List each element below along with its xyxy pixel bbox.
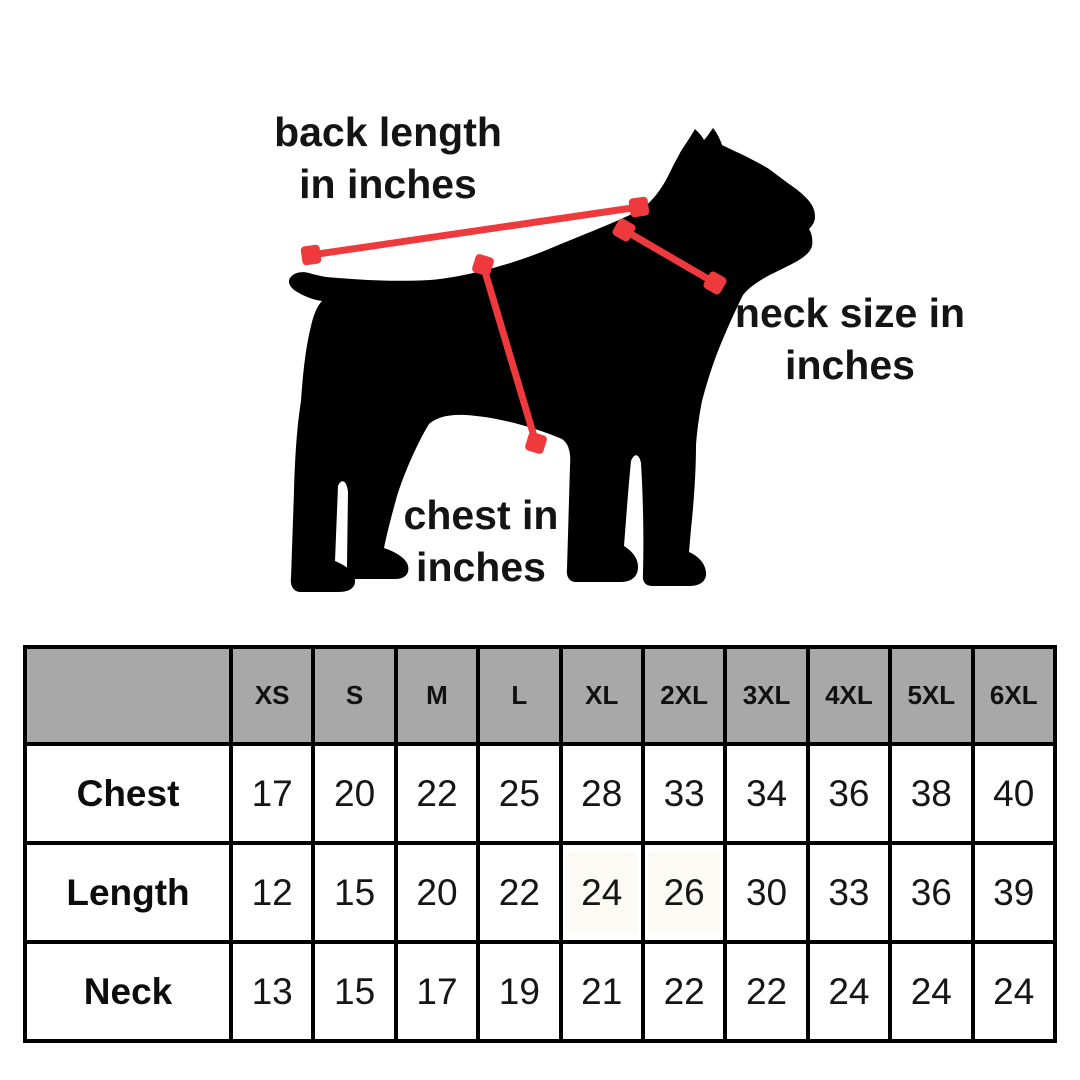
neck-size-label-line1: neck size in: [734, 290, 966, 336]
size-value-cell: 24: [973, 942, 1055, 1041]
size-value-cell: 39: [973, 843, 1055, 942]
size-value-cell: 20: [313, 744, 395, 843]
size-value-cell: 33: [808, 843, 890, 942]
size-value-cell: 17: [396, 942, 478, 1041]
size-value-cell: 22: [643, 942, 725, 1041]
size-value-cell: 26: [643, 843, 725, 942]
measurement-row-length: [25, 843, 1055, 942]
marker-chest-end: [524, 431, 548, 455]
size-value-cell: 28: [561, 744, 643, 843]
marker-back-start: [300, 244, 321, 265]
size-value-cell: 25: [478, 744, 560, 843]
size-column-header-M: M: [396, 647, 478, 744]
size-column-header-XS: XS: [231, 647, 313, 744]
back-length-label-line2: in inches: [299, 161, 477, 207]
size-column-header-2XL: 2XL: [643, 647, 725, 744]
row-label: Length: [25, 843, 231, 942]
measurement-row-chest: [25, 744, 1055, 843]
size-column-header-L: L: [478, 647, 560, 744]
size-value-cell: 20: [396, 843, 478, 942]
size-value-cell: 21: [561, 942, 643, 1041]
size-chart-header-row: [25, 647, 1055, 744]
size-value-cell: 24: [561, 843, 643, 942]
size-value-cell: 13: [231, 942, 313, 1041]
size-value-cell: 34: [725, 744, 807, 843]
size-value-cell: 36: [890, 843, 972, 942]
size-column-header-XL: XL: [561, 647, 643, 744]
size-value-cell: 22: [396, 744, 478, 843]
size-column-header-6XL: 6XL: [973, 647, 1055, 744]
row-label: Chest: [25, 744, 231, 843]
corner-cell: [25, 647, 231, 744]
neck-size-label-line2: inches: [785, 342, 915, 388]
size-value-cell: 22: [725, 942, 807, 1041]
size-value-cell: 17: [231, 744, 313, 843]
size-value-cell: 15: [313, 942, 395, 1041]
marker-back-end: [628, 196, 649, 217]
back-length-label: [218, 106, 558, 210]
chest-label: [346, 489, 616, 593]
chest-label-line1: chest in: [403, 492, 559, 538]
size-column-header-4XL: 4XL: [808, 647, 890, 744]
size-value-cell: 36: [808, 744, 890, 843]
size-value-cell: 30: [725, 843, 807, 942]
neck-size-label: [700, 287, 1000, 391]
size-chart-header: [25, 647, 1055, 744]
size-value-cell: 40: [973, 744, 1055, 843]
size-value-cell: 15: [313, 843, 395, 942]
back-length-label-line1: back length: [274, 109, 502, 155]
size-value-cell: 24: [808, 942, 890, 1041]
size-value-cell: 38: [890, 744, 972, 843]
size-value-cell: 24: [890, 942, 972, 1041]
size-column-header-3XL: 3XL: [725, 647, 807, 744]
size-value-cell: 19: [478, 942, 560, 1041]
size-column-header-S: S: [313, 647, 395, 744]
size-chart-body: [25, 744, 1055, 1041]
chest-label-line2: inches: [416, 544, 546, 590]
size-chart-table: [23, 645, 1057, 1043]
size-value-cell: 22: [478, 843, 560, 942]
size-value-cell: 12: [231, 843, 313, 942]
size-column-header-5XL: 5XL: [890, 647, 972, 744]
row-label: Neck: [25, 942, 231, 1041]
size-value-cell: 33: [643, 744, 725, 843]
measurement-row-neck: [25, 942, 1055, 1041]
